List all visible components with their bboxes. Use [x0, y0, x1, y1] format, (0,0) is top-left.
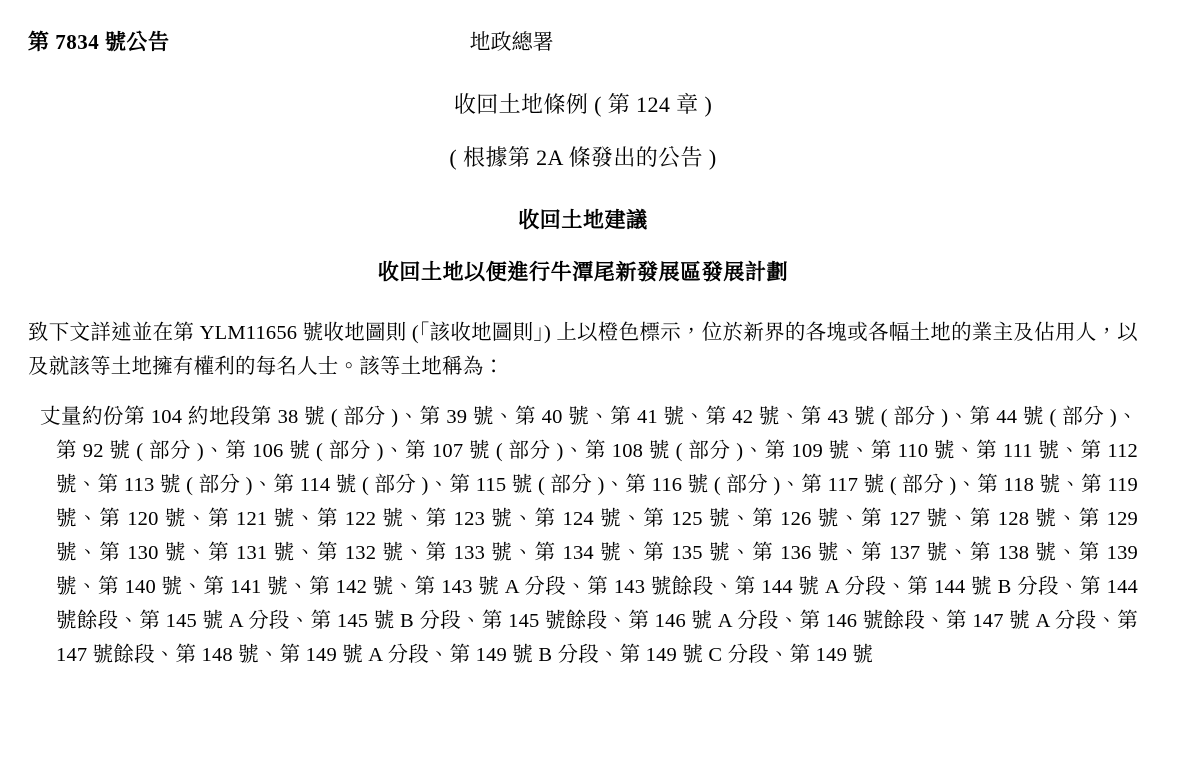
- secondary-heading: 收回土地以便進行牛潭尾新發展區發展計劃: [377, 260, 789, 284]
- under-section-line: ( 根據第 2A 條發出的公告 ): [449, 145, 717, 170]
- intro-paragraph: 致下文詳述並在第 YLM11656 號收地圖則 (「該收地圖則」) 上以橙色標示，位於新界的各塊或各幅土地的業主及佔用人，以及就該等土地擁有權利的每名人士。該等土地稱為：: [28, 322, 1138, 378]
- lot-list-paragraph: 丈量約份第 104 約地段第 38 號 ( 部分 )、第 39 號、第 40 號、第 41 號、第 42 號、第 43 號 ( 部分 )、第 44 號 ( 部分 )、第 92 號 ( 部分 )、第 106 號 ( 部分 )、第 107 號 ( 部分 )、第 108 號 ( 部分 )、第 109 號、第 110 號、第 111 號、第 112 號、第 113 號 ( 部分 )、第 114 號 ( 部分 )、第 115 號 ( 部分 )、第 116 號 ( 部分 )、第 117 號 ( 部分 )、第 118 號、第 119 號、第 120 號、第 121 號、第 122 號、第 123 號、第 124 號、第 125 號、第 126 號、第 127 號、第 128 號、第 129 號、第 130 號、第 131 號、第 132 號、第 133 號、第 134 號、第 135 號、第 136 號、第 137 號、第 138 號、第 139 號、第 140 號、第 141 號、第 142 號、第 143 號 A 分段、第 143 號餘段、第 144 號 A 分段、第 144 號 B 分段、第 144 號餘段、第 145 號 A 分段、第 145 號 B 分段、第 145 號餘段、第 146 號 A 分段、第 146 號餘段、第 147 號 A 分段、第 147 號餘段、第 148 號、第 149 號 A 分段、第 149 號 B 分段、第 149 號 C 分段、第 149 號: [40, 406, 1138, 666]
- ordinance-title: 收回土地條例 ( 第 124 章 ): [453, 92, 713, 117]
- primary-heading: 收回土地建議: [518, 208, 648, 232]
- document-header: [28, 26, 1138, 60]
- department-name: 地政總署: [469, 30, 554, 54]
- notice-number: 第 7834 號公告: [28, 30, 170, 54]
